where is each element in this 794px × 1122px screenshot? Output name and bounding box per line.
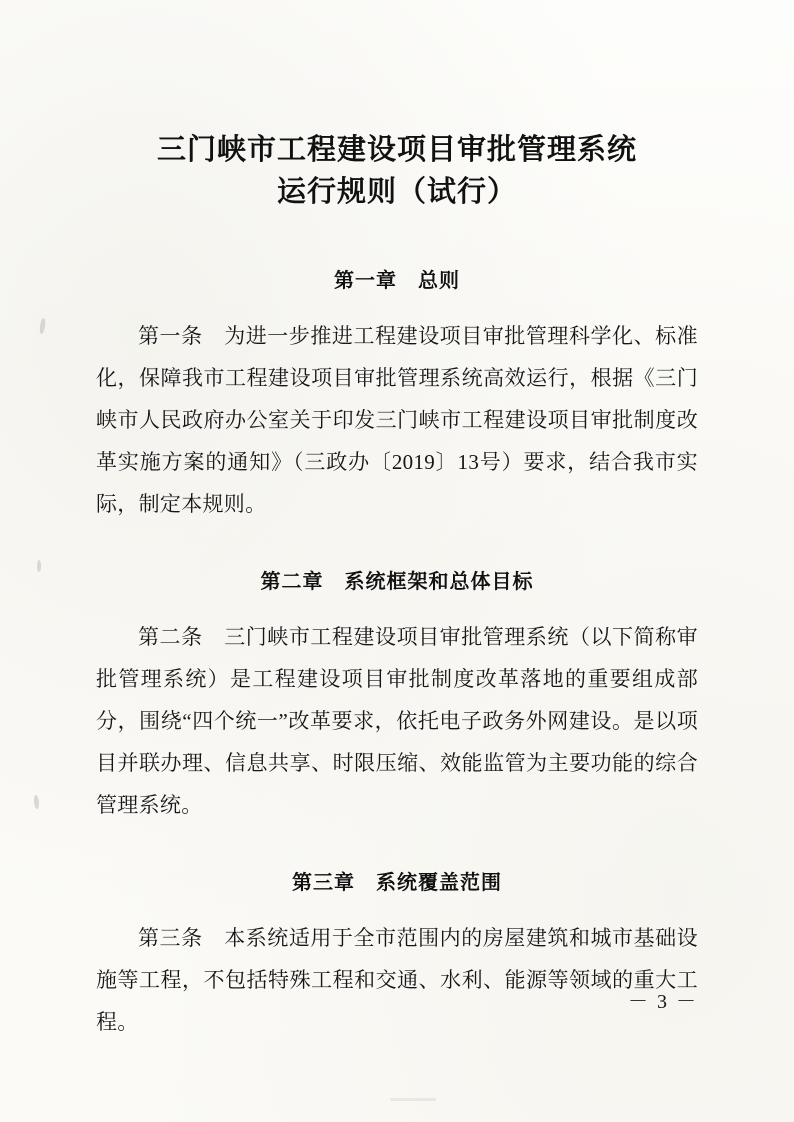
chapter-paragraph-3: 第三条 本系统适用于全市范围内的房屋建筑和城市基础设施等工程，不包括特殊工程和交通、水利、能源等领域的重大工程。 (96, 926, 698, 1034)
chapter-heading-2: 第二章 系统框架和总体目标 (260, 569, 534, 593)
page-number: － 3 － (628, 991, 698, 1013)
chapter-heading-1: 第一章 总则 (334, 268, 460, 292)
scan-artifact (37, 560, 41, 572)
document-body (96, 0, 698, 1122)
scan-artifact (39, 318, 46, 335)
chapter-paragraph-1: 第一条 为进一步推进工程建设项目审批管理科学化、标准化，保障我市工程建设项目审批管理系统高效运行，根据《三门峡市人民政府办公室关于印发三门峡市工程建设项目审批制度改革实施方案的通知》（三政办〔2019〕13号）要求，结合我市实际，制定本规则。 (96, 324, 698, 516)
chapter-heading-3: 第三章 系统覆盖范围 (292, 870, 502, 894)
title-line-2: 运行规则（试行） (276, 174, 517, 208)
title-line-1: 三门峡市工程建设项目审批管理系统 (156, 132, 637, 166)
page-title (96, 128, 698, 212)
chapter-paragraph-2: 第二条 三门峡市工程建设项目审批管理系统（以下简称审批管理系统）是工程建设项目审批制度改革落地的重要组成部分，围绕“四个统一”改革要求，依托电子政务外网建设。是以项目并联办理、信息共享、时限压缩、效能监管为主要功能的综合管理系统。 (96, 625, 698, 817)
scan-artifact (33, 795, 39, 809)
